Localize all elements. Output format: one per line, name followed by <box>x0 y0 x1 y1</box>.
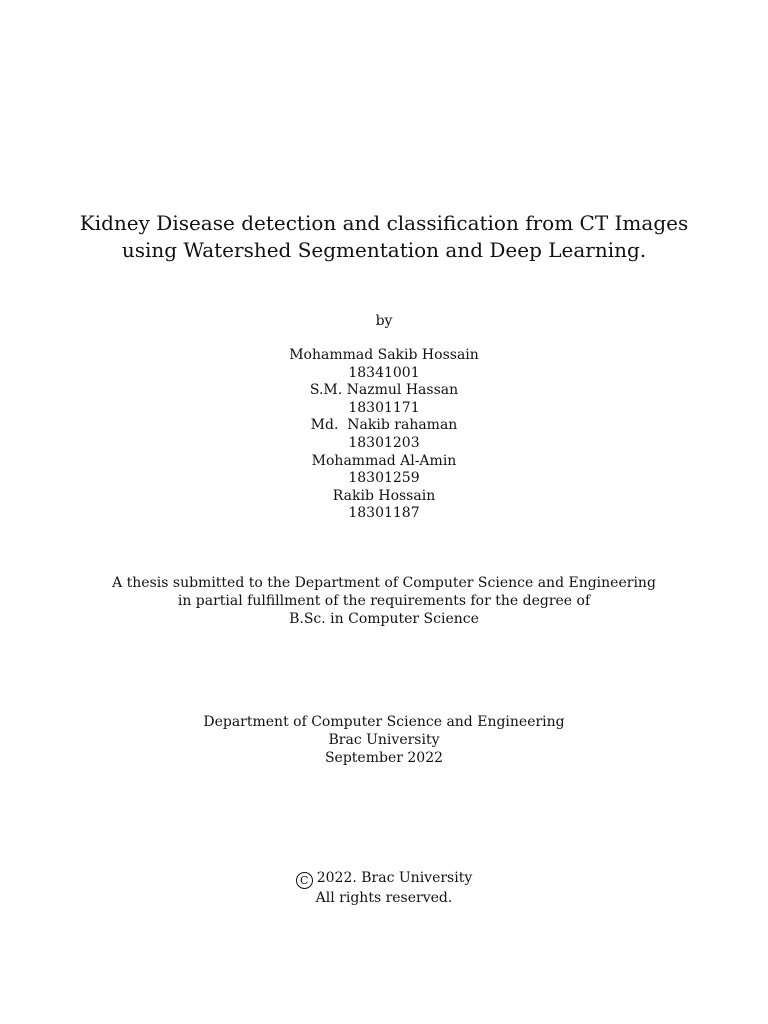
thesis-title-line-2: using Watershed Segmentation and Deep Learning. <box>121 238 647 262</box>
author-id: 18341001 <box>348 364 420 381</box>
by-label: by <box>375 313 393 329</box>
author-name: Mohammad Sakib Hossain <box>289 347 479 363</box>
thesis-title-line-1: Kidney Disease detection and classification from CT Images <box>79 211 689 235</box>
department-name: Department of Computer Science and Engineering <box>203 714 565 730</box>
author-list <box>0 347 768 523</box>
author-id: 18301203 <box>348 434 420 451</box>
thesis-statement <box>0 574 768 628</box>
thesis-statement-line-2: in partial fulfillment of the requirements for the degree of <box>177 593 591 609</box>
author-name: Rakib Hossain <box>332 487 436 504</box>
thesis-statement-line-3: B.Sc. in Computer Science <box>289 611 479 627</box>
institution-block <box>0 713 768 767</box>
author-id: 18301187 <box>348 505 420 522</box>
copyright-line <box>0 869 768 889</box>
submission-date: September 2022 <box>324 750 444 766</box>
copyright-block <box>0 869 768 908</box>
author-id: 18301259 <box>348 470 420 487</box>
copyright-icon: C <box>296 872 313 889</box>
author-name: S.M. Nazmul Hassan <box>309 382 459 399</box>
rights-reserved: All rights reserved. <box>315 890 453 906</box>
author-name: Md. Nakib rahaman <box>310 417 458 434</box>
thesis-title <box>0 210 768 264</box>
university-name: Brac University <box>328 732 440 748</box>
thesis-statement-line-1: A thesis submitted to the Department of Computer Science and Engineering <box>112 575 656 591</box>
author-id: 18301171 <box>348 399 420 416</box>
copyright-text: 2022. Brac University <box>316 870 473 886</box>
author-name: Mohammad Al-Amin <box>311 452 457 469</box>
